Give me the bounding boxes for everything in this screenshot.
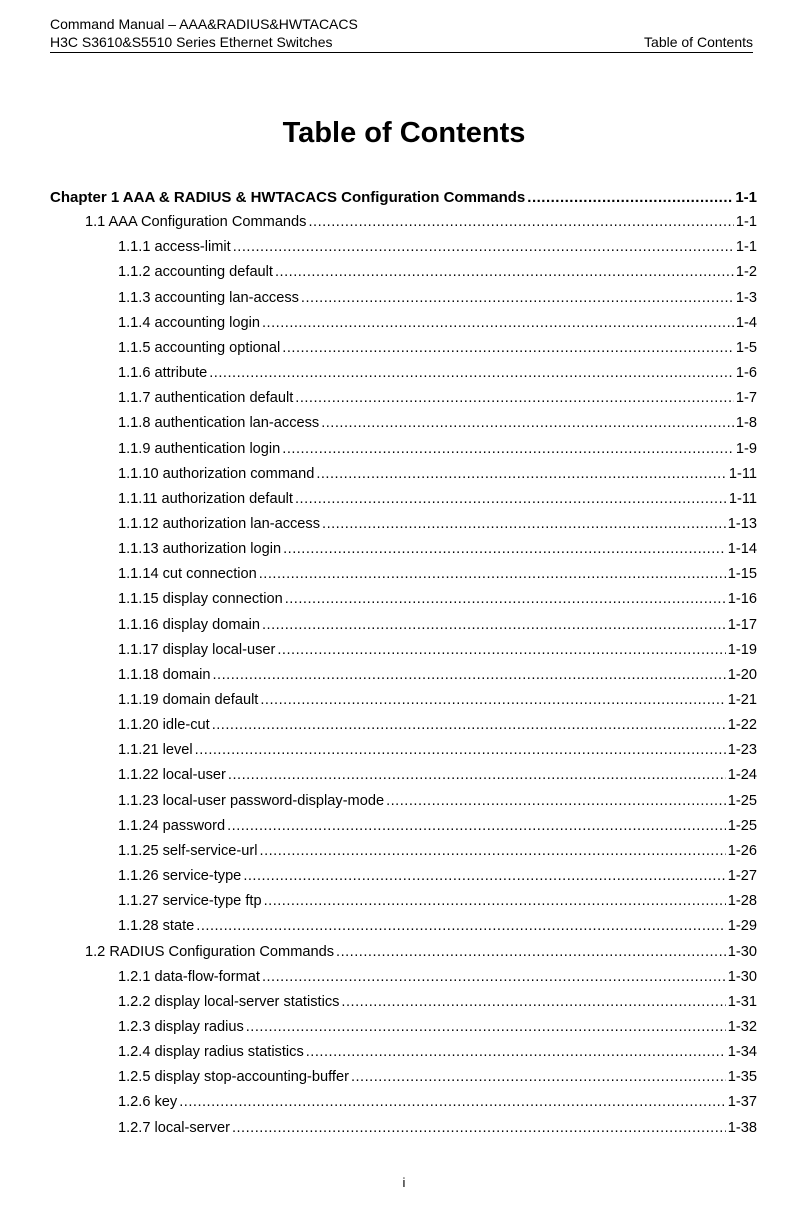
toc-entry-page: 1-29 — [727, 918, 757, 935]
toc-subsection-entry[interactable] — [118, 1090, 757, 1115]
toc-subsection-entry[interactable] — [118, 411, 757, 436]
toc-subsection-entry[interactable] — [118, 638, 757, 663]
toc-dot-leader — [196, 914, 726, 939]
toc-subsection-entry[interactable] — [118, 386, 757, 411]
toc-entry-title: 1.1.18 domain — [118, 666, 211, 683]
toc-entry-page: 1-7 — [735, 390, 757, 407]
toc-dot-leader — [285, 587, 726, 612]
toc-dot-leader — [179, 1090, 726, 1115]
toc-dot-leader — [195, 738, 726, 763]
toc-subsection-entry[interactable] — [118, 1015, 757, 1040]
toc-entry-title: 1.1.10 authorization command — [118, 465, 315, 482]
toc-dot-leader — [262, 613, 726, 638]
toc-entry-page: 1-30 — [727, 943, 757, 960]
toc-entry-title: 1.1.3 accounting lan-access — [118, 289, 299, 306]
toc-dot-leader — [262, 965, 726, 990]
toc-dot-leader — [233, 235, 734, 260]
toc-entry-page: 1-23 — [727, 742, 757, 759]
toc-entry-title: 1.2.7 local-server — [118, 1119, 230, 1136]
toc-dot-leader — [308, 210, 733, 235]
toc-entry-title: 1.1.21 level — [118, 742, 193, 759]
toc-subsection-entry[interactable] — [118, 688, 757, 713]
toc-subsection-entry[interactable] — [118, 814, 757, 839]
toc-entry-page: 1-1 — [735, 189, 757, 206]
toc-entry-title: 1.1.28 state — [118, 918, 195, 935]
toc-dot-leader — [283, 537, 726, 562]
toc-dot-leader — [351, 1065, 726, 1090]
toc-dot-leader — [259, 562, 726, 587]
toc-entry-page: 1-1 — [735, 214, 757, 231]
page-number: i — [402, 1175, 406, 1190]
toc-dot-leader — [209, 361, 734, 386]
toc-subsection-entry[interactable] — [118, 1116, 757, 1141]
toc-subsection-entry[interactable] — [118, 487, 757, 512]
toc-chapter-entry[interactable] — [50, 185, 757, 210]
toc-subsection-entry[interactable] — [118, 663, 757, 688]
toc-entry-page: 1-28 — [727, 893, 757, 910]
toc-subsection-entry[interactable] — [118, 1065, 757, 1090]
toc-entry-title: 1.1.5 accounting optional — [118, 339, 281, 356]
toc-entry-page: 1-24 — [727, 767, 757, 784]
toc-dot-leader — [336, 940, 726, 965]
toc-entry-title: 1.1.22 local-user — [118, 767, 226, 784]
toc-entry-page: 1-25 — [727, 817, 757, 834]
toc-entry-title: 1.1.13 authorization login — [118, 541, 282, 558]
toc-entry-page: 1-4 — [735, 314, 757, 331]
toc-entry-title: 1.1.7 authentication default — [118, 390, 294, 407]
toc-entry-title: 1.1.4 accounting login — [118, 314, 260, 331]
toc-entry-page: 1-31 — [727, 993, 757, 1010]
toc-dot-leader — [228, 763, 726, 788]
toc-entry-title: 1.2.4 display radius statistics — [118, 1044, 304, 1061]
toc-entry-title: 1.2.6 key — [118, 1094, 178, 1111]
toc-subsection-entry[interactable] — [118, 713, 757, 738]
toc-entry-title: 1.1.17 display local-user — [118, 641, 276, 658]
toc-dot-leader — [277, 638, 725, 663]
toc-dot-leader — [246, 1015, 726, 1040]
toc-dot-leader — [386, 789, 726, 814]
toc-entry-page: 1-19 — [727, 641, 757, 658]
toc-entry-title: 1.2.1 data-flow-format — [118, 968, 260, 985]
toc-entry-page: 1-17 — [727, 616, 757, 633]
toc-subsection-entry[interactable] — [118, 613, 757, 638]
toc-entry-page: 1-13 — [727, 515, 757, 532]
toc-dot-leader — [243, 864, 725, 889]
toc-subsection-entry[interactable] — [118, 462, 757, 487]
header-manual-title: Command Manual – AAA&RADIUS&HWTACACS — [50, 16, 358, 32]
toc-dot-leader — [232, 1116, 726, 1141]
toc-entry-title: 1.1.26 service-type — [118, 868, 242, 885]
toc-dot-leader — [282, 437, 734, 462]
toc-subsection-entry[interactable] — [118, 562, 757, 587]
toc-entry-title: 1.1.9 authentication login — [118, 440, 281, 457]
toc-subsection-entry[interactable] — [118, 361, 757, 386]
toc-entry-page: 1-1 — [735, 239, 757, 256]
toc-entry-page: 1-2 — [735, 264, 757, 281]
page-header — [50, 15, 753, 53]
toc-entry-page: 1-22 — [727, 717, 757, 734]
toc-dot-leader — [282, 336, 734, 361]
toc-dot-leader — [316, 462, 727, 487]
toc-entry-page: 1-6 — [735, 365, 757, 382]
toc-subsection-entry[interactable] — [118, 839, 757, 864]
toc-entry-title: 1.1.19 domain default — [118, 692, 259, 708]
page-title: Table of Contents — [282, 117, 526, 149]
toc-entry-title: 1.2.3 display radius — [118, 1018, 244, 1035]
toc-dot-leader — [306, 1040, 726, 1065]
toc-entry-page: 1-26 — [727, 842, 757, 859]
toc-subsection-entry[interactable] — [118, 537, 757, 562]
toc-dot-leader — [212, 713, 726, 738]
toc-dot-leader — [275, 260, 734, 285]
toc-entry-page: 1-14 — [727, 541, 757, 558]
toc-entry-title: 1.1.27 service-type ftp — [118, 893, 262, 910]
toc-entry-page: 1-34 — [727, 1044, 757, 1061]
toc-entry-title: 1.1.12 authorization lan-access — [118, 515, 321, 532]
toc-entry-title: 1.2 RADIUS Configuration Commands — [85, 943, 335, 960]
toc-entry-title: 1.1.8 authentication lan-access — [118, 415, 320, 432]
toc-entry-page: 1-16 — [727, 591, 757, 608]
toc-dot-leader — [260, 688, 725, 713]
toc-entry-page: 1-8 — [735, 415, 757, 432]
toc-entry-title: 1.2.2 display local-server statistics — [118, 993, 340, 1010]
toc-entry-page: 1-21 — [727, 692, 757, 708]
toc-dot-leader — [301, 286, 734, 311]
toc-entry-page: 1-25 — [727, 792, 757, 809]
toc-entry-page: 1-37 — [727, 1094, 757, 1111]
toc-subsection-entry[interactable] — [118, 965, 757, 990]
toc-entry-title: 1.1.15 display connection — [118, 591, 283, 608]
toc-entry-page: 1-20 — [727, 666, 757, 683]
toc-entry-title: 1.1.23 local-user password-display-mode — [118, 792, 385, 809]
toc-dot-leader — [527, 185, 733, 210]
toc-subsection-entry[interactable] — [118, 260, 757, 285]
toc-subsection-entry[interactable] — [118, 763, 757, 788]
toc-subsection-entry[interactable] — [118, 235, 757, 260]
toc-subsection-entry[interactable] — [118, 587, 757, 612]
header-section-name: Table of Contents — [644, 34, 753, 50]
toc-subsection-entry[interactable] — [118, 286, 757, 311]
toc-entry-title: 1.2.5 display stop-accounting-buffer — [118, 1069, 349, 1086]
toc-dot-leader — [213, 663, 726, 688]
toc-entry-title: 1.1.2 accounting default — [118, 264, 273, 281]
toc-entry-page: 1-30 — [727, 968, 757, 985]
toc-entry-page: 1-11 — [728, 490, 757, 507]
toc-entry-title: 1.1.14 cut connection — [118, 566, 257, 583]
toc-subsection-entry[interactable] — [118, 990, 757, 1015]
toc-entry-title: 1.1.6 attribute — [118, 365, 208, 382]
toc-dot-leader — [341, 990, 725, 1015]
toc-subsection-entry[interactable] — [118, 789, 757, 814]
toc-entry-page: 1-32 — [727, 1018, 757, 1035]
toc-dot-leader — [264, 889, 726, 914]
toc-subsection-entry[interactable] — [118, 512, 757, 537]
toc-entry-title: 1.1.25 self-service-url — [118, 842, 258, 859]
toc-subsection-entry[interactable] — [118, 738, 757, 763]
toc-entry-page: 1-3 — [735, 289, 757, 306]
toc-dot-leader — [295, 487, 727, 512]
toc-section-entry[interactable] — [85, 940, 757, 965]
toc-section-entry[interactable] — [85, 210, 757, 235]
toc-dot-leader — [262, 311, 734, 336]
toc-entry-title: 1.1.16 display domain — [118, 616, 260, 633]
toc-subsection-entry[interactable] — [118, 1040, 757, 1065]
toc-entry-page: 1-38 — [727, 1119, 757, 1136]
toc-entry-title: Chapter 1 AAA & RADIUS & HWTACACS Configuration Commands — [50, 189, 526, 206]
toc-entry-page: 1-35 — [727, 1069, 757, 1086]
toc-entry-page: 1-27 — [727, 868, 757, 885]
toc-entry-title: 1.1.20 idle-cut — [118, 717, 210, 734]
toc-subsection-entry[interactable] — [118, 437, 757, 462]
toc-dot-leader — [260, 839, 726, 864]
toc-dot-leader — [321, 411, 734, 436]
toc-entry-title: 1.1.11 authorization default — [118, 490, 293, 507]
toc-subsection-entry[interactable] — [118, 889, 757, 914]
header-product-name: H3C S3610&S5510 Series Ethernet Switches — [50, 34, 333, 50]
toc-entry-title: 1.1.24 password — [118, 817, 226, 834]
toc-entry-page: 1-11 — [728, 465, 757, 482]
toc-dot-leader — [227, 814, 726, 839]
toc-subsection-entry[interactable] — [118, 914, 757, 939]
toc-subsection-entry[interactable] — [118, 336, 757, 361]
toc-entry-page: 1-9 — [735, 440, 757, 457]
toc-dot-leader — [295, 386, 734, 411]
toc-entry-title: 1.1.1 access-limit — [118, 239, 231, 256]
toc-entry-page: 1-5 — [735, 339, 757, 356]
toc-entry-page: 1-15 — [727, 566, 757, 583]
toc-entry-title: 1.1 AAA Configuration Commands — [85, 214, 307, 231]
toc-dot-leader — [322, 512, 726, 537]
toc-subsection-entry[interactable] — [118, 311, 757, 336]
toc-subsection-entry[interactable] — [118, 864, 757, 889]
